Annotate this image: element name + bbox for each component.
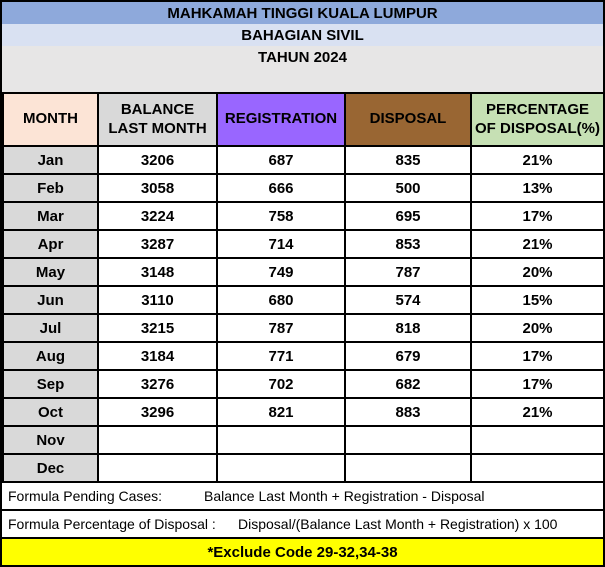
month-cell: Jul [3,314,98,342]
disposal-cell: 818 [345,314,471,342]
table-row [3,342,604,370]
table-row [3,454,604,482]
balance-cell: 3296 [98,398,217,426]
percentage-cell: 17% [471,202,604,230]
year-title-bar [2,46,603,92]
percentage-cell: 13% [471,174,604,202]
registration-cell: 821 [217,398,345,426]
table-row [3,370,604,398]
month-cell: Dec [3,454,98,482]
balance-cell: 3058 [98,174,217,202]
disposal-cell: 574 [345,286,471,314]
disposal-cell: 682 [345,370,471,398]
header-registration: REGISTRATION [217,93,345,146]
formula-pending-value: Balance Last Month + Registration - Disposal [204,488,485,504]
formula-percentage-label: Formula Percentage of Disposal : [8,516,216,532]
formula-percentage-row [2,511,603,539]
month-cell: May [3,258,98,286]
disposal-cell: 679 [345,342,471,370]
court-title-bar [2,2,603,24]
division-title: BAHAGIAN SIVIL [241,26,364,44]
registration-cell [217,454,345,482]
disposal-cell: 500 [345,174,471,202]
registration-cell: 680 [217,286,345,314]
month-cell: Apr [3,230,98,258]
table-row [3,230,604,258]
formula-percentage-value: Disposal/(Balance Last Month + Registration) x 100 [238,516,558,532]
registration-cell: 666 [217,174,345,202]
percentage-cell: 17% [471,370,604,398]
disposal-cell: 787 [345,258,471,286]
header-month: MONTH [3,93,98,146]
month-cell: Jan [3,146,98,174]
disposal-cell: 883 [345,398,471,426]
registration-cell: 787 [217,314,345,342]
table-row [3,426,604,454]
percentage-cell: 17% [471,342,604,370]
disposal-cell: 853 [345,230,471,258]
table-row [3,146,604,174]
percentage-cell: 20% [471,314,604,342]
registration-cell [217,426,345,454]
header-percentage-of-disposal: PERCENTAGE OF DISPOSAL(%) [471,93,604,146]
exclude-code-text: *Exclude Code 29-32,34-38 [207,544,398,561]
balance-cell: 3148 [98,258,217,286]
month-cell: Sep [3,370,98,398]
percentage-cell [471,454,604,482]
table-header-row [3,93,604,146]
balance-cell [98,454,217,482]
month-cell: Mar [3,202,98,230]
month-cell: Aug [3,342,98,370]
registration-cell: 771 [217,342,345,370]
percentage-cell: 21% [471,146,604,174]
table-row [3,202,604,230]
formula-pending-row [2,483,603,511]
disposal-cell [345,454,471,482]
court-title: MAHKAMAH TINGGI KUALA LUMPUR [167,4,438,22]
header-balance-last-month: BALANCE LAST MONTH [98,93,217,146]
registration-cell: 687 [217,146,345,174]
cases-table [2,92,605,483]
disposal-cell: 695 [345,202,471,230]
disposal-cell [345,426,471,454]
percentage-cell: 21% [471,230,604,258]
balance-cell: 3110 [98,286,217,314]
division-title-bar [2,24,603,46]
percentage-cell: 20% [471,258,604,286]
percentage-cell: 15% [471,286,604,314]
balance-cell: 3184 [98,342,217,370]
exclude-code-note [2,539,603,566]
percentage-cell [471,426,604,454]
balance-cell: 3224 [98,202,217,230]
registration-cell: 758 [217,202,345,230]
month-cell: Nov [3,426,98,454]
table-row [3,258,604,286]
header-disposal: DISPOSAL [345,93,471,146]
registration-cell: 749 [217,258,345,286]
disposal-cell: 835 [345,146,471,174]
formula-pending-label: Formula Pending Cases: [8,488,163,504]
balance-cell: 3215 [98,314,217,342]
year-title: TAHUN 2024 [258,49,347,66]
table-row [3,286,604,314]
balance-cell: 3206 [98,146,217,174]
table-row [3,314,604,342]
month-cell: Jun [3,286,98,314]
balance-cell [98,426,217,454]
percentage-cell: 21% [471,398,604,426]
month-cell: Feb [3,174,98,202]
month-cell: Oct [3,398,98,426]
registration-cell: 714 [217,230,345,258]
table-row [3,398,604,426]
balance-cell: 3287 [98,230,217,258]
balance-cell: 3276 [98,370,217,398]
registration-cell: 702 [217,370,345,398]
table-row [3,174,604,202]
